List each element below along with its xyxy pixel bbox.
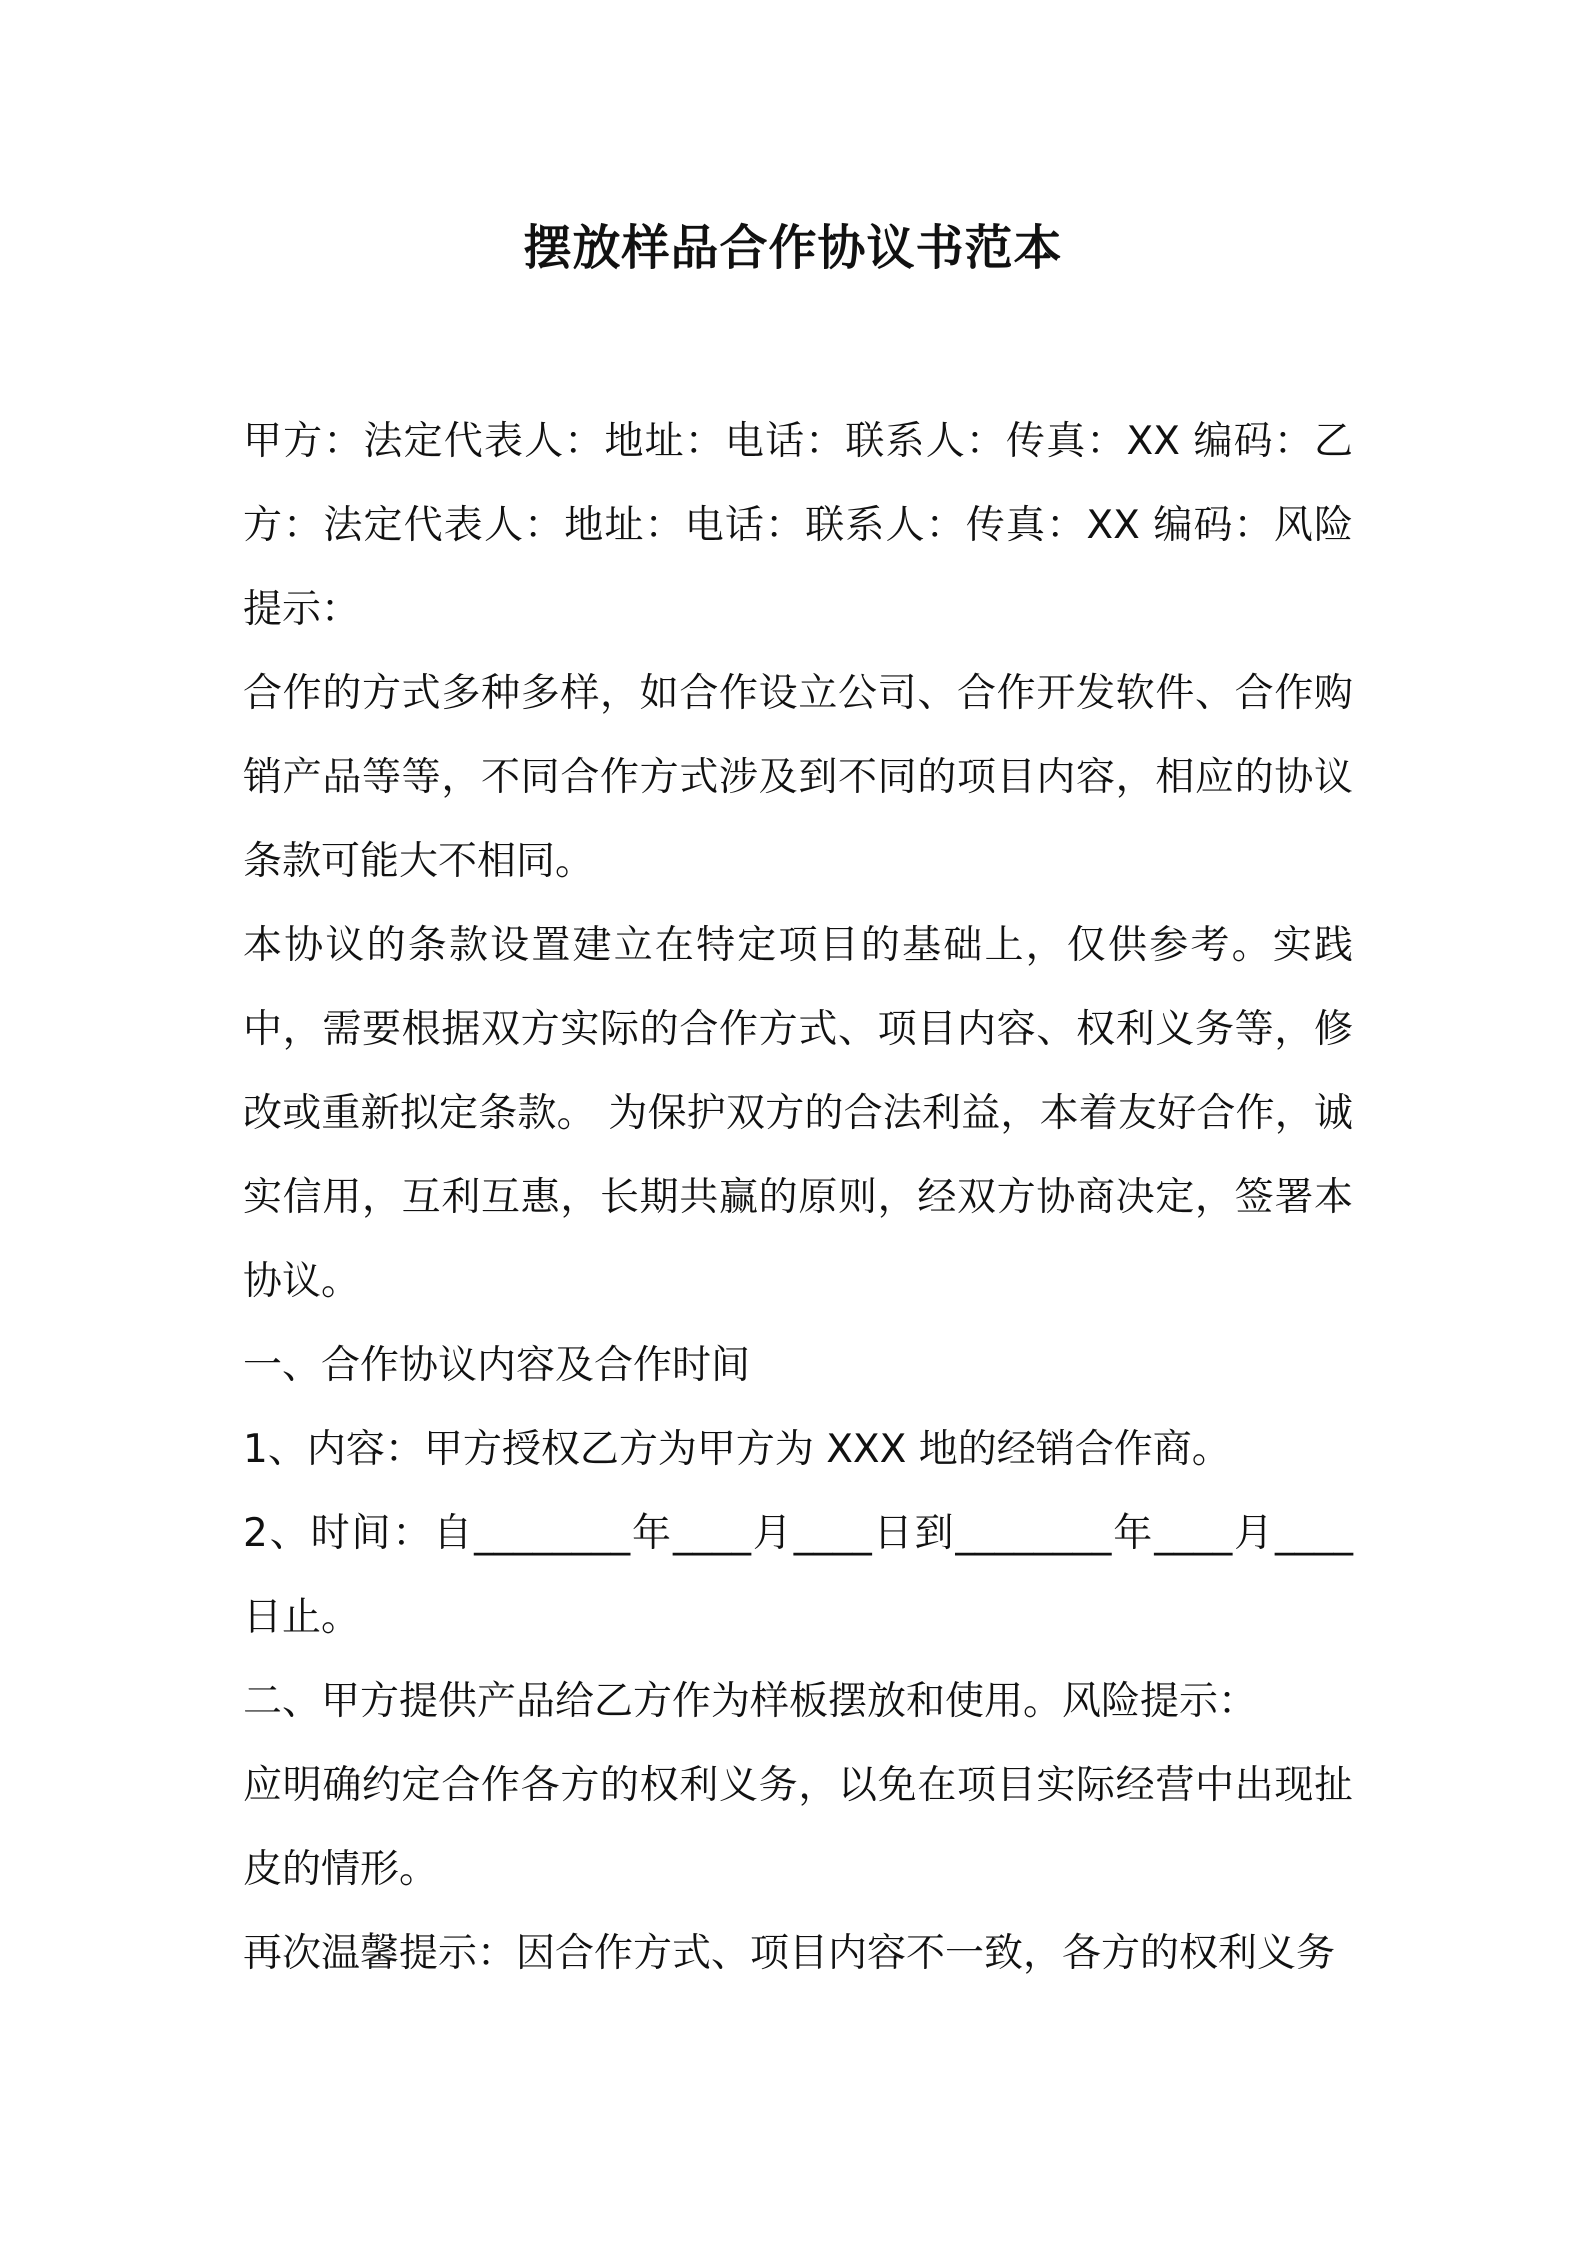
reminder-paragraph: 再次温馨提示：因合作方式、项目内容不一致，各方的权利义务 [243,1931,1336,1976]
clause-content: 1、内容：甲方授权乙方为甲方为 XXX 地的经销合作商。 [243,1427,1231,1472]
section-heading-1: 一、合作协议内容及合作时间 [243,1343,751,1388]
section-heading-2: 二、甲方提供产品给乙方作为样板摆放和使用。风险提示： [243,1679,1258,1724]
parties-paragraph: 甲方：法定代表人：地址：电话：联系人：传真：XX 编码：乙方：法定代表人：地址：电话：联系人：传真：XX 编码：风险提示： [243,419,1353,632]
cooperation-methods-paragraph: 合作的方式多种多样，如合作设立公司、合作开发软件、合作购销产品等等，不同合作方式涉及到不同的项目内容，相应的协议条款可能大不相同。 [243,671,1353,884]
document-body [243,400,1353,1996]
rights-obligations-paragraph: 应明确约定合作各方的权利义务，以免在项目实际经营中出现扯皮的情形。 [243,1763,1353,1892]
agreement-basis-paragraph: 本协议的条款设置建立在特定项目的基础上，仅供参考。实践中，需要根据双方实际的合作方式、项目内容、权利义务等，修改或重新拟定条款。 为保护双方的合法利益，本着友好合作，诚实信用，互利互惠，长期共赢的原则，经双方协商决定，签署本协议。 [243,923,1353,1304]
document-title: 摆放样品合作协议书范本 [523,220,1063,276]
clause-time: 2、时间：自________年____月____日到________年____月____日止。 [243,1511,1353,1640]
